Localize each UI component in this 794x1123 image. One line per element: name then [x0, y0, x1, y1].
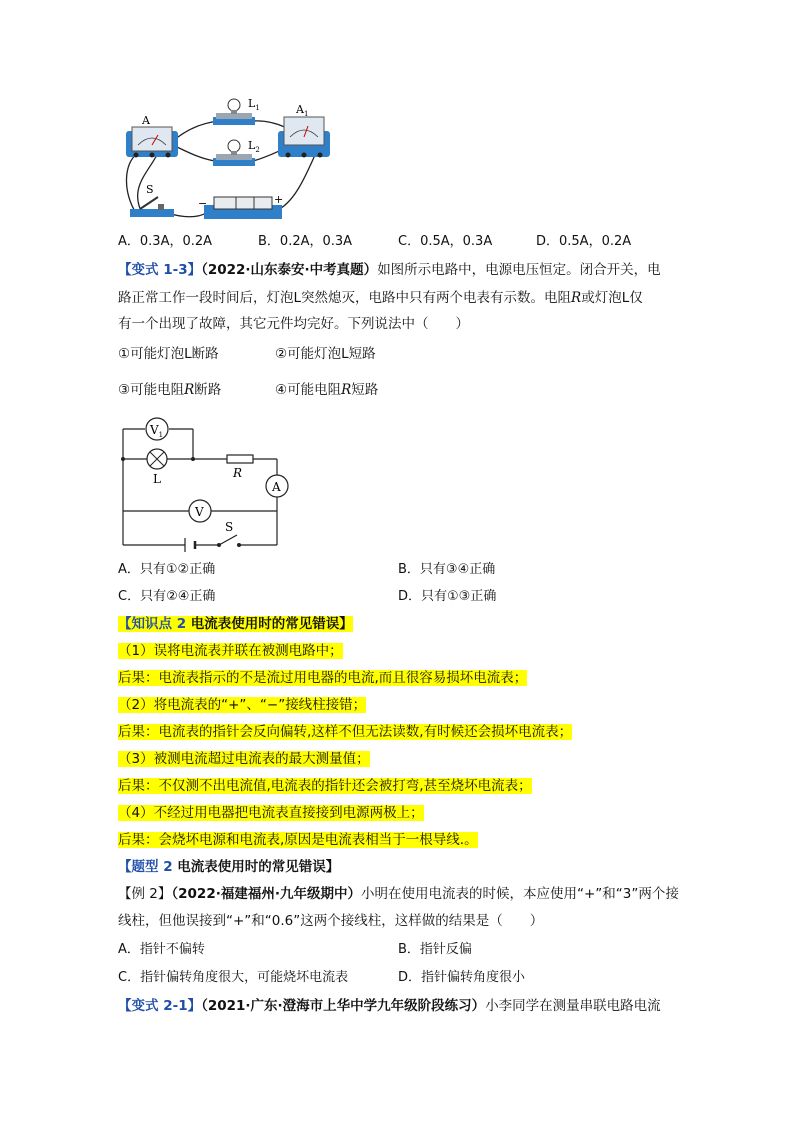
switch-s-label: S: [146, 183, 154, 196]
lamp-l-label: L: [153, 472, 161, 486]
option-b-3[interactable]: B．指针反偏: [398, 942, 472, 957]
statement-1: ①可能灯泡L断路: [118, 346, 219, 362]
knowledge-2-item-8: 后果：会烧坏电源和电流表,原因是电流表相当于一根导线.。: [118, 832, 478, 848]
ammeter-label: A: [272, 480, 281, 494]
option-b-2[interactable]: B．只有③④正确: [398, 562, 496, 577]
voltmeter-v1-label: $V_1$: [150, 423, 164, 439]
variant-1-3-line-2: [118, 288, 643, 308]
battery-plus: +: [274, 193, 284, 206]
option-a-3[interactable]: A．指针不偏转: [118, 942, 205, 957]
ammeter-a-schematic: [266, 475, 288, 497]
ammeter-a1: [278, 103, 330, 158]
battery: [185, 538, 195, 552]
statement-2: ②可能灯泡L短路: [275, 346, 376, 362]
option-d[interactable]: D．0.5A，0.2A: [536, 234, 632, 249]
battery-pack: [198, 193, 283, 219]
bulb-l1: [213, 97, 260, 125]
bulb-l2-label: $L_2$: [248, 139, 260, 154]
example-2-line-1: 【例 2】（2022·福建福州·九年级期中）小明在使用电流表的时候，本应使用“+”和“3”两个接: [118, 886, 679, 902]
statement-4: ④可能电阻R短路: [275, 382, 379, 398]
variant-1-3-line-3: 有一个出现了故障，其它元件均完好。下列说法中（ ）: [118, 316, 469, 332]
voltmeter-v1: [146, 418, 168, 440]
variant-1-3-text-2-tail: 或灯泡L仅: [581, 290, 643, 306]
resistor-r: [227, 455, 253, 480]
knowledge-2-item-2: 后果：电流表指示的不是流过用电器的电流,而且很容易损坏电流表；: [118, 670, 528, 686]
knowledge-2-item-4: 后果：电流表的指针会反向偏转,这样不但无法读数,有时候还会损坏电流表；: [118, 724, 573, 740]
option-a-2[interactable]: A．只有①②正确: [118, 562, 216, 577]
knowledge-2-item-7: （4）不经过用电器把电流表直接接到电源两极上；: [118, 805, 424, 821]
knowledge-2-title: 【知识点 2 电流表使用时的常见错误】: [118, 616, 353, 632]
circuit-figure-2: [115, 415, 295, 555]
variant-1-3-text-2: 路正常工作一段时间后，灯泡L突然熄灭，电路中只有两个电表有示数。电阻: [118, 290, 572, 306]
knowledge-2-item-6: 后果：不仅测不出电流值,电流表的指针还会被打弯,甚至烧坏电流表；: [118, 778, 532, 794]
voltmeter-v-label: V: [195, 505, 204, 519]
knowledge-2-item-3: （2）将电流表的“+”、“−”接线柱接错；: [118, 697, 367, 713]
switch-s-schematic: [217, 520, 241, 547]
ammeter-a: [126, 114, 178, 158]
variant-1-3-tag: 【变式 1-3】: [118, 262, 202, 278]
statement-3: ③可能电阻R断路: [118, 382, 222, 398]
battery-minus: −: [198, 197, 208, 210]
variant-1-3-text-1: 如图所示电路中，电源电压恒定。闭合开关，电: [377, 262, 661, 278]
ammeter-a-label: A: [142, 114, 150, 127]
option-c-3[interactable]: C．指针偏转角度很大，可能烧坏电流表: [118, 970, 349, 985]
switch-s: [130, 183, 174, 217]
resistor-r-label: R: [233, 466, 243, 480]
bulb-l1-label: $L_1$: [248, 97, 260, 112]
ammeter-a1-label: $A_1$: [296, 103, 309, 118]
variant-2-1-line-1: 【变式 2-1】（2021·广东·澄海市上华中学九年级阶段练习）小李同学在测量串联电路电流: [118, 998, 661, 1014]
option-b[interactable]: B．0.2A，0.3A: [258, 234, 353, 249]
circuit-figure-1: [118, 93, 338, 228]
type-2-title: 【题型 2 电流表使用时的常见错误】: [118, 859, 340, 875]
option-d-3[interactable]: D．指针偏转角度很小: [398, 970, 526, 985]
variant-1-3-r: R: [571, 290, 582, 306]
switch-label: S: [225, 520, 234, 534]
lamp-l: [147, 449, 167, 486]
bulb-l2: [213, 139, 260, 166]
knowledge-2-item-1: （1）误将电流表并联在被测电路中；: [118, 643, 343, 659]
example-2-line-2: 线柱，但他误接到“+”和“0.6”这两个接线柱，这样做的结果是（ ）: [118, 913, 544, 929]
option-c-2[interactable]: C．只有②④正确: [118, 589, 216, 604]
variant-1-3-line-1: [118, 260, 661, 280]
option-d-2[interactable]: D．只有①③正确: [398, 589, 497, 604]
variant-1-3-source: （2022·山东泰安·中考真题）: [201, 262, 378, 278]
option-c[interactable]: C．0.5A，0.3A: [398, 234, 493, 249]
voltmeter-v: [189, 500, 211, 522]
knowledge-2-item-5: （3）被测电流超过电流表的最大测量值；: [118, 751, 370, 767]
option-a[interactable]: A．0.3A，0.2A: [118, 234, 213, 249]
